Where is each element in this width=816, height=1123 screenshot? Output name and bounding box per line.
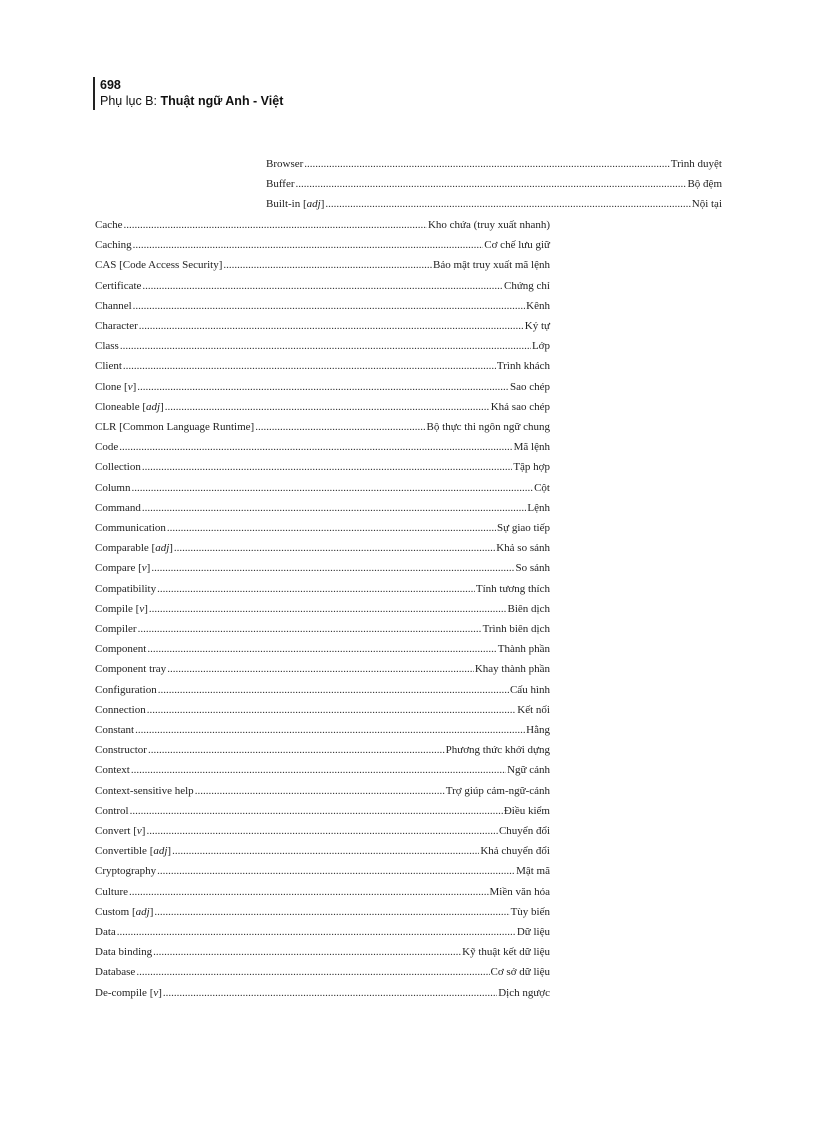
dot-leader xyxy=(142,501,527,515)
glossary-entry xyxy=(95,541,550,555)
dot-leader xyxy=(325,197,690,211)
entry-word-class: v xyxy=(127,380,133,393)
glossary-entry xyxy=(95,582,550,596)
entry-definition: Ký tự xyxy=(524,320,550,332)
dot-leader xyxy=(174,541,495,555)
glossary-entry xyxy=(95,703,550,717)
entry-definition: Trình khách xyxy=(496,360,550,373)
entry-word-class: v xyxy=(141,562,147,575)
entry-definition: Biên dịch xyxy=(507,602,550,615)
entry-term: Configuration xyxy=(95,683,157,696)
dot-leader xyxy=(163,986,497,1000)
entry-definition: Lớp xyxy=(531,340,550,353)
glossary-entry xyxy=(266,157,722,171)
page-header xyxy=(93,77,283,110)
dot-leader xyxy=(223,258,432,272)
dot-leader xyxy=(131,481,533,495)
entry-definition: Sự giao tiếp xyxy=(496,522,550,534)
glossary-entry xyxy=(95,925,550,939)
dot-leader xyxy=(117,925,516,939)
dot-leader xyxy=(157,864,515,878)
dot-leader xyxy=(119,440,512,454)
entry-term: Certificate xyxy=(95,279,142,292)
entry-term: Compare [v] xyxy=(95,562,151,575)
entry-definition: Kỹ thuật kết dữ liệu xyxy=(462,946,550,959)
glossary-entry xyxy=(95,299,550,313)
entry-term: Context-sensitive help xyxy=(95,784,194,797)
entry-term: Component tray xyxy=(95,663,167,676)
glossary-entry xyxy=(95,460,550,474)
entry-definition: Khay thành phần xyxy=(474,663,550,676)
dot-leader xyxy=(304,157,669,171)
entry-definition: Thành phần xyxy=(497,643,550,656)
entry-term: Command xyxy=(95,501,141,514)
entry-definition: Điều kiểm xyxy=(503,804,550,817)
glossary-entry xyxy=(95,440,550,454)
entry-definition: Lệnh xyxy=(527,501,550,514)
dot-leader xyxy=(147,642,496,656)
entry-definition: Cột xyxy=(534,481,550,494)
dot-leader xyxy=(136,965,489,979)
glossary-entry xyxy=(95,359,550,373)
entry-term: Cloneable [adj] xyxy=(95,400,164,413)
entry-term: Cryptography xyxy=(95,865,157,878)
dot-leader xyxy=(158,683,509,697)
entry-definition: Bộ đệm xyxy=(687,178,722,191)
entry-definition: Phương thức khởi dựng xyxy=(445,744,550,757)
entry-definition: Tập hợp xyxy=(513,461,550,474)
dot-leader xyxy=(148,743,445,757)
entry-definition: Kênh xyxy=(526,299,550,312)
glossary-entry xyxy=(95,380,550,394)
glossary-entry xyxy=(95,804,550,818)
entry-term: CLR [Common Language Runtime] xyxy=(95,421,255,433)
entry-term: Convert [v] xyxy=(95,825,146,837)
entry-term: Comparable [adj] xyxy=(95,542,173,555)
entry-definition: Dịch ngược xyxy=(498,986,550,999)
entry-term: Control xyxy=(95,804,129,817)
glossary-entry xyxy=(95,905,550,919)
entry-term: De-compile [v] xyxy=(95,986,162,999)
glossary-entry xyxy=(95,824,550,838)
entry-term: Custom [adj] xyxy=(95,905,154,918)
entry-definition: Trình duyệt xyxy=(670,158,722,170)
entry-definition: Kho chứa (truy xuất nhanh) xyxy=(427,219,550,231)
dot-leader xyxy=(172,844,479,858)
dot-leader xyxy=(255,420,425,434)
glossary-entry xyxy=(95,743,550,757)
dot-leader xyxy=(149,602,507,616)
entry-definition: Khả sao chép xyxy=(490,400,550,413)
glossary-entry xyxy=(95,238,550,252)
dot-leader xyxy=(153,945,461,959)
entry-definition: Hằng xyxy=(526,724,550,736)
entry-term: Browser xyxy=(266,158,304,170)
entry-term: Column xyxy=(95,481,131,494)
entry-word-class: v xyxy=(153,986,159,999)
dot-leader xyxy=(142,460,513,474)
entry-term: Compile [v] xyxy=(95,602,148,615)
glossary-entry xyxy=(95,521,550,535)
dot-leader xyxy=(135,723,525,737)
entry-definition: Tính tương thích xyxy=(475,582,550,595)
entry-term: Culture xyxy=(95,885,128,898)
glossary-entry xyxy=(266,177,722,191)
dot-leader xyxy=(123,359,496,373)
glossary-entry xyxy=(95,885,550,899)
entry-term: Buffer xyxy=(266,178,295,191)
entry-term: Clone [v] xyxy=(95,380,137,393)
dot-leader xyxy=(147,703,517,717)
entry-term: Collection xyxy=(95,461,141,474)
glossary-entry xyxy=(95,844,550,858)
dot-leader xyxy=(131,763,506,777)
glossary-entry xyxy=(95,784,550,798)
dot-leader xyxy=(296,177,687,191)
entry-definition: Cơ sở dữ liệu xyxy=(490,966,550,979)
dot-leader xyxy=(120,339,531,353)
dot-leader xyxy=(133,299,526,313)
appendix-label: Phụ lục B: xyxy=(100,94,161,108)
glossary-entry xyxy=(95,420,550,434)
entry-definition: Chứng chỉ xyxy=(504,279,550,292)
entry-term: Code xyxy=(95,441,119,454)
dot-leader xyxy=(165,400,490,414)
glossary-entry xyxy=(95,945,550,959)
entry-term: Data binding xyxy=(95,946,153,959)
entry-definition: Trình biên dịch xyxy=(482,623,550,635)
dot-leader xyxy=(133,238,484,252)
dot-leader xyxy=(146,824,498,838)
running-title xyxy=(100,93,283,110)
entry-word-class: adj xyxy=(153,845,168,858)
glossary-entry xyxy=(95,683,550,697)
entry-definition: Mật mã xyxy=(516,865,550,878)
entry-definition: So sánh xyxy=(515,562,550,575)
entry-term: Constructor xyxy=(95,744,147,757)
dot-leader xyxy=(138,622,482,636)
chapter-title: Thuật ngữ Anh - Việt xyxy=(160,94,284,108)
dot-leader xyxy=(137,380,509,394)
dot-leader xyxy=(139,319,524,333)
entry-definition: Kết nối xyxy=(517,703,550,716)
entry-word-class: adj xyxy=(306,198,321,211)
glossary-entry xyxy=(95,279,550,293)
entry-term: Constant xyxy=(95,724,135,736)
glossary-entry xyxy=(95,986,550,1000)
glossary-entry xyxy=(95,218,550,232)
entry-term: Data xyxy=(95,926,116,938)
entry-word-class: adj xyxy=(135,905,150,918)
entry-definition: Khả chuyển đổi xyxy=(480,845,550,858)
entry-term: Compiler xyxy=(95,623,137,635)
glossary-entry xyxy=(95,965,550,979)
entry-definition: Tùy biến xyxy=(510,905,550,918)
dot-leader xyxy=(167,662,474,676)
entry-term: Database xyxy=(95,966,136,979)
entry-term: Cache xyxy=(95,219,123,231)
page-number: 698 xyxy=(100,78,121,92)
entry-word-class: v xyxy=(136,825,142,837)
entry-definition: Bộ thực thi ngôn ngữ chung xyxy=(426,421,550,433)
entry-term: Built-in [adj] xyxy=(266,198,325,211)
entry-term: Client xyxy=(95,360,122,373)
glossary-entry xyxy=(95,339,550,353)
dot-leader xyxy=(123,218,426,232)
dot-leader xyxy=(129,885,489,899)
entry-term: Channel xyxy=(95,299,132,312)
dot-leader xyxy=(130,804,503,818)
entry-definition: Mã lệnh xyxy=(513,441,550,454)
entry-word-class: adj xyxy=(155,542,170,555)
glossary-entry xyxy=(95,622,550,636)
dot-leader xyxy=(142,279,503,293)
glossary-entry xyxy=(95,561,550,575)
entry-term: Convertible [adj] xyxy=(95,845,172,858)
entry-term: Class xyxy=(95,340,119,353)
glossary-entry xyxy=(95,400,550,414)
entry-term: Connection xyxy=(95,703,146,716)
entry-definition: Bảo mật truy xuất mã lệnh xyxy=(433,259,550,272)
entry-definition: Cơ chế lưu giữ xyxy=(484,239,550,252)
entry-definition: Nội tại xyxy=(691,198,722,211)
entry-term: Context xyxy=(95,764,130,777)
entry-term: Component xyxy=(95,643,147,656)
glossary-entry xyxy=(95,763,550,777)
entry-definition: Dữ liệu xyxy=(516,926,550,938)
entry-term: Communication xyxy=(95,522,166,534)
entry-term: CAS [Code Access Security] xyxy=(95,259,223,272)
entry-definition: Trợ giúp cảm-ngữ-cảnh xyxy=(445,784,550,797)
entry-definition: Sao chép xyxy=(509,380,550,393)
entry-word-class: v xyxy=(139,602,145,615)
entry-term: Compatibility xyxy=(95,582,157,595)
entry-definition: Miền văn hóa xyxy=(489,885,550,898)
entry-word-class: adj xyxy=(146,400,161,413)
dot-leader xyxy=(195,784,445,798)
glossary-entry xyxy=(95,642,550,656)
entry-definition: Ngữ cảnh xyxy=(507,764,550,777)
glossary-entry xyxy=(95,319,550,333)
glossary-entry xyxy=(95,501,550,515)
dot-leader xyxy=(151,561,514,575)
entry-term: Caching xyxy=(95,239,132,252)
entry-definition: Khả so sánh xyxy=(496,542,550,555)
glossary-entry xyxy=(266,197,722,211)
glossary-entry xyxy=(95,481,550,495)
glossary-entry xyxy=(95,864,550,878)
glossary-entry xyxy=(95,602,550,616)
glossary-entry xyxy=(95,258,550,272)
dot-leader xyxy=(154,905,509,919)
entry-term: Character xyxy=(95,320,138,332)
dot-leader xyxy=(157,582,475,596)
entry-definition: Cấu hình xyxy=(509,683,550,696)
dot-leader xyxy=(167,521,496,535)
entry-definition: Chuyển đổi xyxy=(498,825,550,837)
glossary-entry xyxy=(95,723,550,737)
glossary-entry xyxy=(95,662,550,676)
